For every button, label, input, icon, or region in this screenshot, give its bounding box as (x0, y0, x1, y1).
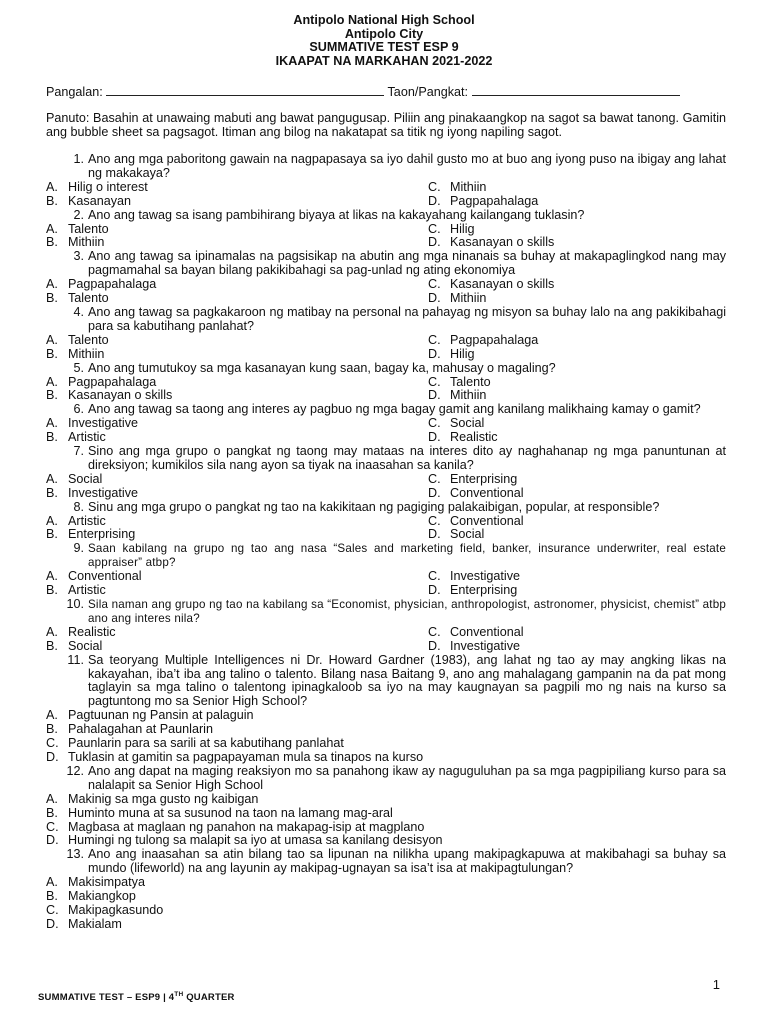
document-header (0, 0, 768, 68)
answer-option (428, 570, 726, 584)
option-text: Huminto muna at sa susunod na taon na lamang mag-aral (68, 805, 393, 820)
option-text: Investigative (450, 569, 521, 584)
option-text: Humingi ng tulong sa malapit sa iyo at umasa sa kanilang desisyon (68, 833, 443, 848)
option-text: Pagtuunan ng Pansin at palaguin (68, 708, 254, 723)
option-letter: B. (46, 583, 58, 598)
option-text: Investigative (68, 485, 139, 500)
answer-option (46, 709, 726, 723)
option-letter: D. (46, 916, 59, 931)
question-text: Ano ang tawag sa ipinamalas na pagsisikap na abutin ang mga ninanais sa buhay at makapaglingkod nang may pagmamahal sa bayan bilang pakikibahagi sa pag-unlad ng ating ekonomiya (88, 249, 726, 278)
option-text: Social (68, 638, 103, 653)
question-list (46, 153, 726, 932)
answer-option (428, 626, 726, 640)
option-letter: C. (46, 819, 59, 834)
option-list (46, 626, 726, 654)
option-text: Talento (68, 221, 109, 236)
question-text: Ano ang tawag sa isang pambihirang biyaya at likas na kakayahang kailangang tuklasin? (88, 207, 585, 222)
answer-option (46, 181, 428, 195)
option-letter: D. (428, 291, 441, 306)
answer-option (46, 890, 726, 904)
option-list (46, 570, 726, 598)
section-label: Taon/Pangkat: (387, 85, 469, 99)
option-letter: C. (428, 569, 441, 584)
question-item (46, 542, 726, 570)
option-text: Magbasa at maglaan ng panahon na makapag-isip at magplano (68, 819, 425, 834)
instructions: Panuto: Basahin at unawaing mabuti ang bawat pangugusap. Piliin ang pinakaangkop na sagot sa bawat tanong. Gamitin ang bubble sheet sa pagsagot. Itiman ang bilog na nakatapat sa titik ng iyong napiling sagot. (46, 111, 726, 139)
answer-option (46, 807, 726, 821)
option-letter: A. (46, 875, 58, 890)
answer-option (46, 473, 428, 487)
option-text: Makiangkop (68, 889, 136, 904)
option-letter: B. (46, 527, 58, 542)
option-text: Pahalagahan at Paunlarin (68, 722, 213, 737)
option-text: Hilig o interest (68, 179, 148, 194)
student-info-line (46, 84, 726, 100)
answer-option (46, 487, 428, 501)
option-letter: D. (46, 749, 59, 764)
option-letter: C. (428, 416, 441, 431)
answer-option (428, 348, 726, 362)
answer-option (428, 292, 726, 306)
option-text: Kasanayan o skills (450, 235, 555, 250)
option-letter: C. (428, 221, 441, 236)
question-number: 8. (73, 499, 84, 514)
question-number: 2. (73, 207, 84, 222)
answer-option (46, 821, 726, 835)
question-text: Sinu ang mga grupo o pangkat ng tao na kakikitaan ng pagiging palakaibigan, popular, at responsible? (88, 499, 660, 514)
answer-option (46, 751, 726, 765)
option-list (46, 793, 726, 849)
option-list (46, 709, 726, 765)
question-number: 7. (73, 444, 84, 459)
answer-option (428, 236, 726, 250)
option-list (46, 223, 726, 251)
option-text: Makinig sa mga gusto ng kaibigan (68, 791, 259, 806)
option-letter: C. (428, 332, 441, 347)
option-letter: D. (428, 527, 441, 542)
option-letter: A. (46, 221, 58, 236)
option-letter: D. (428, 430, 441, 445)
answer-option (46, 278, 428, 292)
option-text: Investigative (450, 638, 521, 653)
answer-option (46, 876, 726, 890)
question-item (46, 250, 726, 278)
answer-option (428, 195, 726, 209)
test-title: SUMMATIVE TEST ESP 9 (309, 40, 459, 55)
question-number: 3. (73, 249, 84, 264)
name-blank[interactable] (106, 84, 384, 96)
option-text: Realistic (68, 624, 116, 639)
answer-option (46, 431, 428, 445)
answer-option (428, 223, 726, 237)
answer-option (428, 389, 726, 403)
answer-option (46, 640, 428, 654)
answer-option (428, 640, 726, 654)
question-item (46, 362, 726, 376)
option-list (46, 876, 726, 932)
answer-option (46, 236, 428, 250)
option-letter: A. (46, 332, 58, 347)
question-item (46, 153, 726, 181)
option-letter: B. (46, 638, 58, 653)
answer-option (46, 737, 726, 751)
option-letter: A. (46, 374, 58, 389)
question-number: 6. (73, 402, 84, 417)
option-letter: B. (46, 193, 58, 208)
question-number: 4. (73, 304, 84, 319)
answer-option (46, 334, 428, 348)
option-text: Enterprising (68, 527, 136, 542)
option-letter: A. (46, 624, 58, 639)
answer-option (46, 834, 726, 848)
option-text: Makisimpatya (68, 875, 145, 890)
option-text: Kasanayan o skills (450, 277, 555, 292)
option-text: Investigative (68, 416, 139, 431)
option-text: Pagpapahalaga (450, 193, 539, 208)
option-letter: A. (46, 791, 58, 806)
option-text: Mithiin (450, 388, 487, 403)
answer-option (46, 793, 726, 807)
option-text: Kasanayan (68, 193, 132, 208)
question-text: Ano ang dapat na maging reaksiyon mo sa panahong ikaw ay naguguluhan pa sa mga pagpipiliang kurso para sa nalalapit sa Senior High School (88, 763, 726, 792)
answer-option (46, 626, 428, 640)
option-text: Pagpapahalaga (68, 277, 157, 292)
answer-option (428, 376, 726, 390)
option-letter: C. (46, 902, 59, 917)
option-text: Pagpapahalaga (68, 374, 157, 389)
answer-option (428, 515, 726, 529)
answer-option (46, 348, 428, 362)
option-text: Social (450, 527, 485, 542)
option-letter: C. (428, 374, 441, 389)
answer-option (46, 584, 428, 598)
option-text: Artistic (68, 583, 106, 598)
option-text: Social (68, 471, 103, 486)
option-text: Paunlarin para sa sarili at sa kabutihang panlahat (68, 736, 344, 751)
option-text: Realistic (450, 430, 498, 445)
page-number: 1 (712, 977, 720, 992)
question-item (46, 445, 726, 473)
option-letter: B. (46, 346, 58, 361)
answer-option (428, 528, 726, 542)
option-letter: B. (46, 722, 58, 737)
option-letter: A. (46, 179, 58, 194)
answer-option (428, 181, 726, 195)
option-text: Enterprising (450, 583, 518, 598)
question-number: 12. (66, 763, 84, 778)
school-name: Antipolo National High School (293, 13, 475, 27)
option-list (46, 376, 726, 404)
footer-label: SUMMATIVE TEST – ESP9 | 4TH QUARTER (38, 991, 235, 1004)
answer-option (428, 278, 726, 292)
option-text: Tuklasin at gamitin sa pagpapayaman mula sa tinapos na kurso (68, 749, 424, 764)
option-list (46, 515, 726, 543)
question-number: 9. (73, 541, 84, 556)
option-text: Makialam (68, 916, 122, 931)
option-letter: A. (46, 708, 58, 723)
answer-option (46, 292, 428, 306)
question-text: Ano ang inaasahan sa atin bilang tao sa lipunan na nilikha upang makipagkapuwa at makibahagi sa buhay sa mundo (lifeworld) na ang layunin ay makipag-ugnayan sa isa’t isa at makipagtulungan? (88, 847, 726, 876)
option-text: Artistic (68, 430, 106, 445)
answer-option (46, 528, 428, 542)
question-text: Saan kabilang na grupo ng tao ang nasa “Sales and marketing field, banker, insurance underwriter, real estate appraiser” atbp? (88, 542, 726, 570)
option-text: Conventional (450, 485, 524, 500)
question-item (46, 403, 726, 417)
question-text: Sa teoryang Multiple Intelligences ni Dr. Howard Gardner (1983), ang lahat ng tao ay may angking likas na kakayahan, iba’t iba ang talino o talento. Bilang nasa Baitang 9, ano ang mahalagang gampanin na da pat mong taglayin sa mga talino o talentong ipinagkaloob sa iyo na may kaugnayan sa pagpili mo ng nais na kurso sa pagtuntong mo sa Senior High School? (88, 652, 726, 709)
option-text: Artistic (68, 513, 106, 528)
answer-option (428, 584, 726, 598)
option-text: Mithiin (450, 291, 487, 306)
question-text: Sino ang mga grupo o pangkat ng taong may mataas na interes dito ay naghahanap ng mga panuntunan at direksiyon; kumikilos sila nang ayon sa tiyak na inaasahan sa kanila? (88, 444, 726, 472)
option-text: Hilig (450, 346, 475, 361)
option-letter: D. (428, 485, 441, 500)
option-text: Makipagkasundo (68, 902, 164, 917)
option-letter: D. (46, 833, 59, 848)
answer-option (46, 389, 428, 403)
option-text: Mithiin (68, 346, 105, 361)
option-text: Talento (68, 291, 109, 306)
question-item (46, 306, 726, 334)
option-letter: A. (46, 513, 58, 528)
option-letter: C. (428, 471, 441, 486)
question-item (46, 209, 726, 223)
question-number: 10. (66, 597, 84, 611)
option-letter: B. (46, 430, 58, 445)
quarter-title: IKAAPAT NA MARKAHAN 2021-2022 (275, 53, 493, 68)
option-letter: C. (428, 624, 441, 639)
option-letter: B. (46, 485, 58, 500)
option-letter: C. (428, 179, 441, 194)
option-text: Enterprising (450, 471, 518, 486)
option-text: Kasanayan o skills (68, 388, 173, 403)
option-text: Hilig (450, 221, 475, 236)
section-blank[interactable] (472, 84, 680, 96)
option-text: Conventional (450, 513, 524, 528)
answer-option (46, 195, 428, 209)
answer-option (46, 376, 428, 390)
answer-option (428, 487, 726, 501)
question-number: 5. (73, 360, 84, 375)
option-text: Conventional (450, 624, 524, 639)
question-item (46, 501, 726, 515)
city-name: Antipolo City (344, 26, 424, 41)
question-text: Ano ang tawag sa taong ang interes ay pagbuo ng mga bagay gamit ang kanilang malikhaing kamay o gamit? (88, 402, 701, 417)
question-item (46, 654, 726, 710)
option-letter: D. (428, 235, 441, 250)
answer-option (46, 570, 428, 584)
answer-option (428, 431, 726, 445)
question-item (46, 848, 726, 876)
option-text: Conventional (68, 569, 142, 584)
answer-option (428, 473, 726, 487)
question-item (46, 598, 726, 626)
option-list (46, 417, 726, 445)
option-letter: D. (428, 346, 441, 361)
answer-option (46, 223, 428, 237)
option-letter: A. (46, 277, 58, 292)
question-text: Ano ang tawag sa pagkakaroon ng matibay na personal na pahayag ng misyon sa buhay lalo na ang pakikibahagi para sa kabutihang panlahat? (88, 304, 726, 333)
answer-option (428, 417, 726, 431)
option-text: Pagpapahalaga (450, 332, 539, 347)
option-letter: A. (46, 416, 58, 431)
question-text: Ano ang tumutukoy sa mga kasanayan kung saan, bagay ka, mahusay o magaling? (88, 360, 556, 375)
option-text: Mithiin (68, 235, 105, 250)
option-text: Talento (450, 374, 491, 389)
option-text: Mithiin (450, 179, 487, 194)
answer-option (46, 515, 428, 529)
option-letter: B. (46, 388, 58, 403)
question-number: 11. (67, 652, 84, 667)
answer-option (428, 334, 726, 348)
answer-option (46, 904, 726, 918)
option-list (46, 473, 726, 501)
option-text: Social (450, 416, 485, 431)
option-letter: D. (428, 583, 441, 598)
answer-option (46, 918, 726, 932)
option-letter: A. (46, 471, 58, 486)
option-letter: B. (46, 291, 58, 306)
question-number: 13. (66, 847, 84, 862)
option-letter: D. (428, 388, 441, 403)
option-letter: B. (46, 889, 58, 904)
option-list (46, 181, 726, 209)
option-text: Talento (68, 332, 109, 347)
question-number: 1. (73, 152, 84, 166)
answer-option (46, 723, 726, 737)
question-text: Sila naman ang grupo ng tao na kabilang sa “Economist, physician, anthropologist, astronomer, physicist, chemist” atbp ano ang interes nila? (88, 598, 726, 625)
option-list (46, 334, 726, 362)
option-letter: A. (46, 569, 58, 584)
option-letter: B. (46, 235, 58, 250)
question-item (46, 765, 726, 793)
name-label: Pangalan: (46, 85, 103, 99)
option-letter: D. (428, 193, 441, 208)
option-letter: C. (428, 513, 441, 528)
option-letter: C. (46, 736, 59, 751)
option-list (46, 278, 726, 306)
option-letter: C. (428, 277, 441, 292)
answer-option (46, 417, 428, 431)
option-letter: B. (46, 805, 58, 820)
question-text: Ano ang mga paboritong gawain na nagpapasaya sa iyo dahil gusto mo at buo ang iyong puso na ibigay ang lahat ng makakaya? (88, 152, 726, 180)
option-letter: D. (428, 638, 441, 653)
